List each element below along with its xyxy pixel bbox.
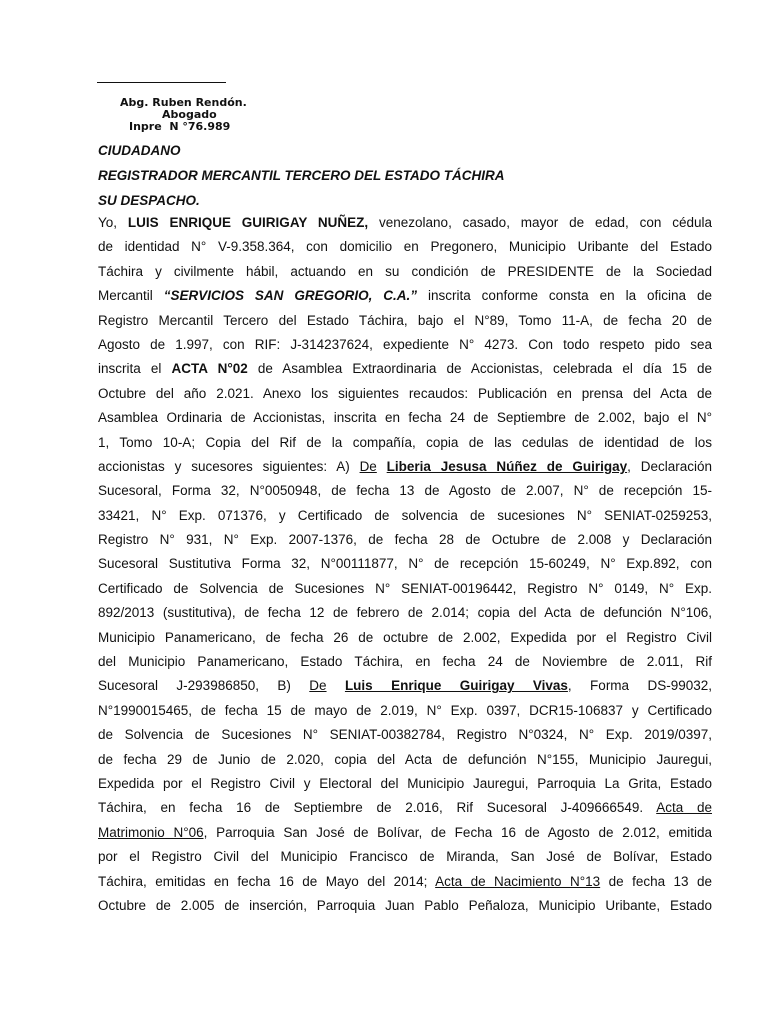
birth-certificate-ref: Acta de Nacimiento N°13 <box>435 873 601 889</box>
body-line: Sucesoral Sustitutiva Forma 32, N°00111877, N° de recepción 15-60249, N° Exp.892, con <box>98 556 712 572</box>
heading-addressee: CIUDADANO <box>98 143 181 158</box>
body-line: Municipio Panamericano, de fecha 26 de octubre de 2.002, Expedida por el Registro Civil <box>98 629 712 645</box>
body-line: Yo, LUIS ENRIQUE GUIRIGAY NUÑEZ, venezolano, casado, mayor de edad, con cédula <box>98 215 712 230</box>
body-line: Octubre del año 2.021. Anexo los siguientes recaudos: Publicación en prensa del Acta de <box>98 385 712 401</box>
body-line: por el Registro Civil del Municipio Francisco de Miranda, San José de Bolívar, Estado <box>98 849 712 865</box>
signature-line <box>97 82 226 83</box>
body-line: de Solvencia de Sucesiones N° SENIAT-00382784, Registro N°0324, N° Exp. 2019/0397, <box>98 727 712 743</box>
marriage-certificate-ref: Acta de <box>656 800 712 816</box>
letterhead <box>100 97 290 133</box>
body-line: Táchira, emitidas en fecha 16 de Mayo del 2014; Acta de Nacimiento N°13 de fecha 13 de <box>98 873 712 889</box>
body-line: inscrita el ACTA N°02 de Asamblea Extraordinaria de Accionistas, celebrada el día 15 de <box>98 361 713 377</box>
body-line: Agosto de 1.997, con RIF: J-314237624, expediente N° 4273. Con todo respeto pido sea <box>98 336 712 352</box>
body-line: accionistas y sucesores siguientes: A) De Liberia Jesusa Núñez de Guirigay, Declaración <box>98 458 712 474</box>
body-line: Táchira, en fecha 16 de Septiembre de 2.016, Rif Sucesoral J-409666549. Acta de <box>98 800 712 816</box>
body-line: Asamblea Ordinaria de Accionistas, inscrita en fecha 24 de Septiembre de 2.002, bajo el N° <box>98 410 712 426</box>
marriage-certificate-number: Matrimonio N°06, <box>98 824 208 840</box>
lawyer-title: Abogado <box>162 108 217 121</box>
lawyer-name: Abg. Ruben Rendón. <box>120 96 247 109</box>
body-line: Sucesoral J-293986850, B) De Luis Enrique Guirigay Vivas, Forma DS-99032, <box>98 678 712 694</box>
body-line: Matrimonio N°06, Parroquia San José de Bolívar, de Fecha 16 de Agosto de 2.012, emitida <box>98 824 712 840</box>
body-line: 892/2013 (sustitutiva), de fecha 12 de febrero de 2.014; copia del Acta de defunción N°106, <box>98 605 712 621</box>
acta-number: ACTA N°02 <box>171 361 248 377</box>
body-line: Certificado de Solvencia de Sucesiones N° SENIAT-00196442, Registro N° 0149, N° Exp. <box>98 580 712 596</box>
applicant-name: LUIS ENRIQUE GUIRIGAY NUÑEZ, <box>127 215 369 230</box>
body-line: Registro Mercantil Tercero del Estado Táchira, bajo el N°89, Tomo 11-A, de fecha 20 de <box>98 312 712 328</box>
body-line: del Municipio Panamericano, Estado Táchira, en fecha 24 de Noviembre de 2.011, Rif <box>98 654 712 670</box>
heir-name-b: Luis Enrique Guirigay Vivas <box>344 678 568 694</box>
body-line: 1, Tomo 10-A; Copia del Rif de la compañía, copia de las cedulas de identidad de los <box>98 434 712 450</box>
body-line: Registro N° 931, N° Exp. 2007-1376, de fecha 28 de Octubre de 2.008 y Declaración <box>98 532 712 548</box>
heir-name-a: Liberia Jesusa Núñez de Guirigay <box>386 458 628 474</box>
body-line: Táchira y civilmente hábil, actuando en su condición de PRESIDENTE de la Sociedad <box>98 263 712 279</box>
body-line: Sucesoral, Forma 32, N°0050948, de fecha 13 de Agosto de 2.007, N° de recepción 15- <box>98 483 712 499</box>
body-line: de fecha 29 de Junio de 2.020, copia del Acta de defunción N°155, Municipio Jauregui, <box>98 751 712 767</box>
body-line: Expedida por el Registro Civil y Electoral del Municipio Jauregui, Parroquia La Grita, Estado <box>98 775 712 791</box>
body-line: N°1990015465, de fecha 15 de mayo de 2.019, N° Exp. 0397, DCR15-106837 y Certificado <box>98 702 712 718</box>
company-name: “SERVICIOS SAN GREGORIO, C.A.” <box>163 288 418 304</box>
body-line: Octubre de 2.005 de inserción, Parroquia Juan Pablo Peñaloza, Municipio Uribante, Estado <box>98 897 712 913</box>
lawyer-registration: Inpre N °76.989 <box>129 120 231 133</box>
heading-office: REGISTRADOR MERCANTIL TERCERO DEL ESTADO TÁCHIRA <box>98 168 505 183</box>
body-line: de identidad N° V-9.358.364, con domicilio en Pregonero, Municipio Uribante del Estado <box>98 239 712 255</box>
heading-closing: SU DESPACHO. <box>98 193 200 208</box>
body-line: 33421, N° Exp. 071376, y Certificado de solvencia de sucesiones N° SENIAT-0259253, <box>98 507 712 523</box>
document-body <box>98 211 712 918</box>
body-line: Mercantil “SERVICIOS SAN GREGORIO, C.A.” inscrita conforme consta en la oficina de <box>98 288 712 304</box>
salutation-block <box>98 138 505 213</box>
